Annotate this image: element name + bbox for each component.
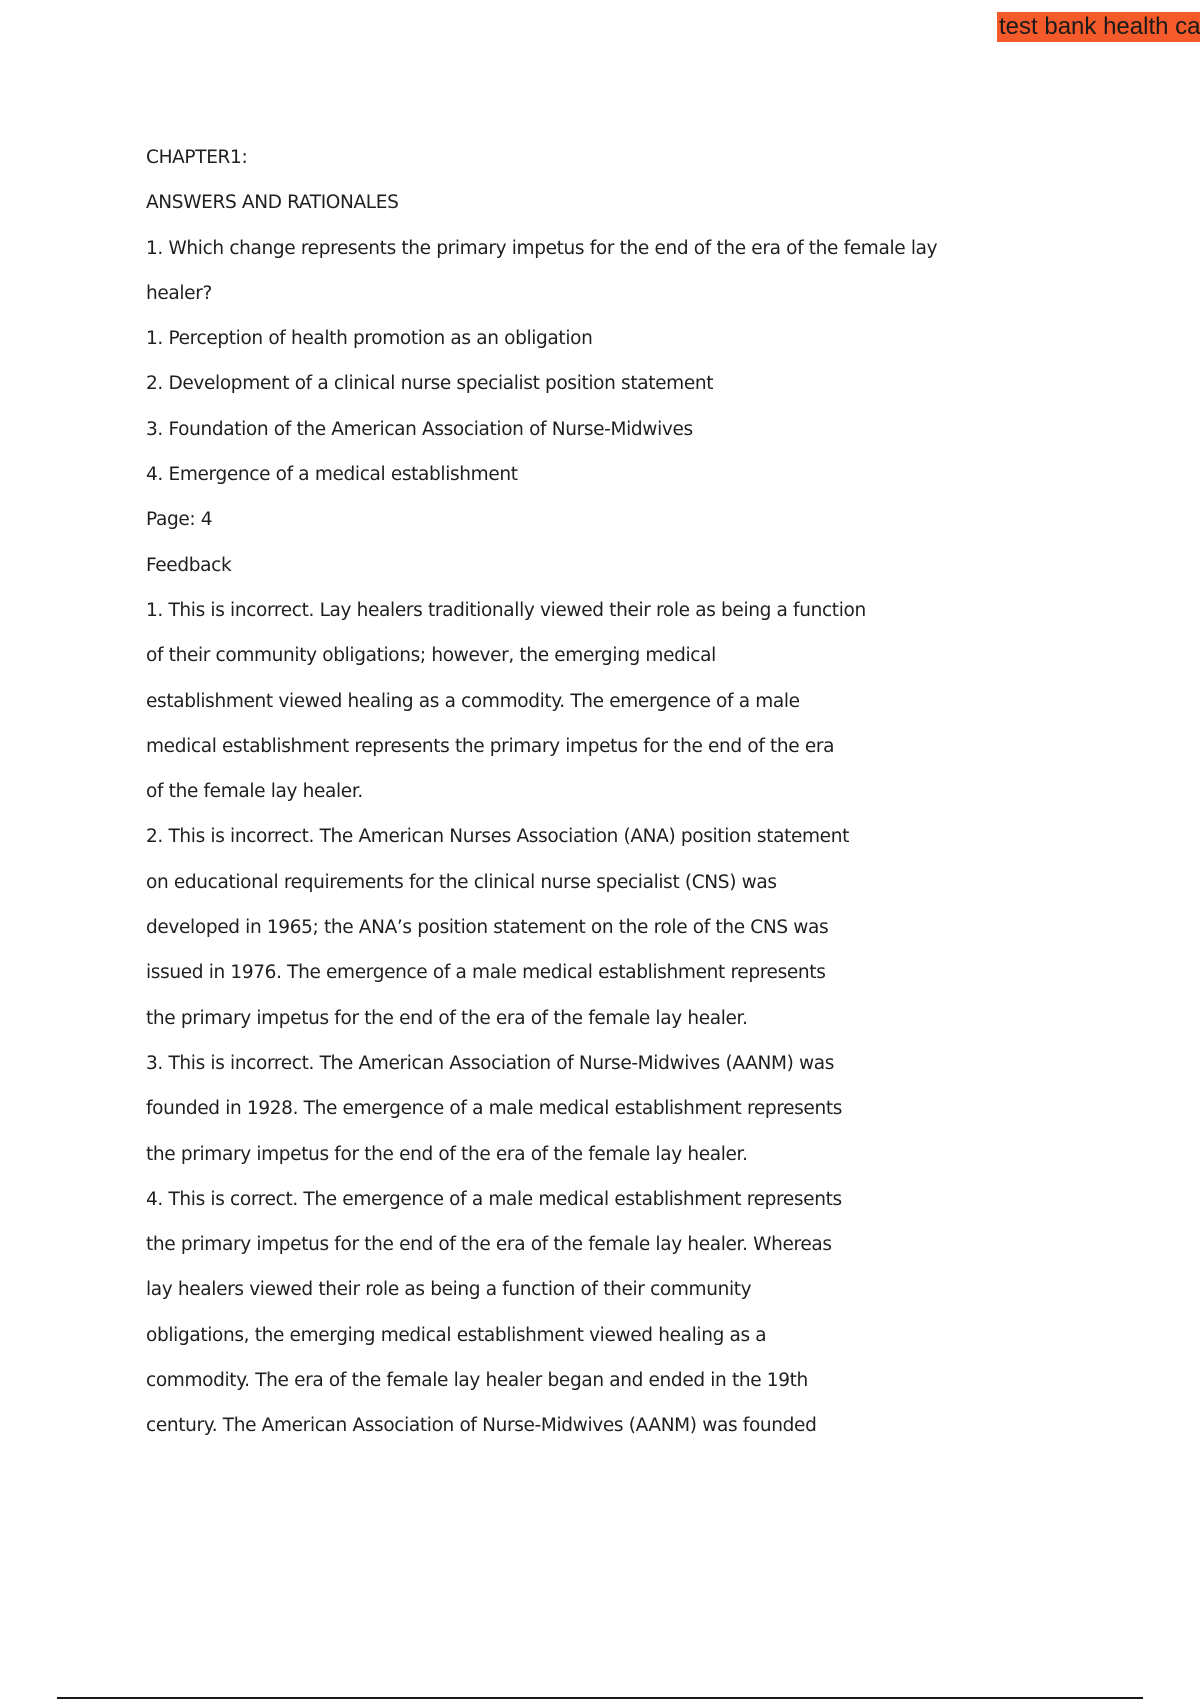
feedback-line: of their community obligations; however, the emerging medical — [146, 645, 716, 667]
feedback-line: lay healers viewed their role as being a function of their community — [146, 1279, 752, 1301]
feedback-line: establishment viewed healing as a commodity. The emergence of a male — [146, 690, 800, 712]
chapter-heading: CHAPTER1: — [146, 147, 248, 168]
footer-rule — [57, 1697, 1143, 1699]
answer-option: 3. Foundation of the American Association of Nurse-Midwives — [146, 418, 693, 440]
feedback-heading: Feedback — [146, 554, 232, 576]
feedback-line: medical establishment represents the primary impetus for the end of the era — [146, 735, 835, 757]
feedback-line: founded in 1928. The emergence of a male medical establishment represents — [146, 1098, 843, 1120]
feedback-line: developed in 1965; the ANA’s position statement on the role of the CNS was — [146, 917, 829, 939]
feedback-line: the primary impetus for the end of the era of the female lay healer. Whereas — [146, 1234, 832, 1256]
feedback-line: commodity. The era of the female lay healer began and ended in the 19th — [146, 1370, 808, 1392]
answer-option: 1. Perception of health promotion as an obligation — [146, 328, 593, 350]
feedback-line: 2. This is incorrect. The American Nurses Association (ANA) position statement — [146, 826, 849, 848]
answer-option: 2. Development of a clinical nurse specialist position statement — [146, 373, 714, 395]
section-heading: ANSWERS AND RATIONALES — [146, 192, 399, 214]
feedback-line: issued in 1976. The emergence of a male medical establishment represents — [146, 962, 826, 984]
feedback-line: 1. This is incorrect. Lay healers traditionally viewed their role as being a function — [146, 599, 866, 621]
feedback-line: the primary impetus for the end of the era of the female lay healer. — [146, 1007, 748, 1029]
feedback-line: the primary impetus for the end of the era of the female lay healer. — [146, 1143, 748, 1165]
feedback-line: on educational requirements for the clinical nurse specialist (CNS) was — [146, 871, 777, 893]
question-text: 1. Which change represents the primary impetus for the end of the era of the female lay — [146, 237, 938, 259]
answer-option: 4. Emergence of a medical establishment — [146, 464, 518, 486]
feedback-line: century. The American Association of Nurse-Midwives (AANM) was founded — [146, 1415, 817, 1437]
feedback-line: of the female lay healer. — [146, 781, 363, 803]
feedback-line: 4. This is correct. The emergence of a male medical establishment represents — [146, 1188, 842, 1210]
page-reference: Page: 4 — [146, 509, 213, 531]
document-body — [146, 143, 1046, 1457]
feedback-line: obligations, the emerging medical establishment viewed healing as a — [146, 1324, 767, 1346]
feedback-line: 3. This is incorrect. The American Association of Nurse-Midwives (AANM) was — [146, 1052, 835, 1074]
question-text: healer? — [146, 282, 212, 304]
header-tag: test bank health ca — [999, 13, 1200, 40]
